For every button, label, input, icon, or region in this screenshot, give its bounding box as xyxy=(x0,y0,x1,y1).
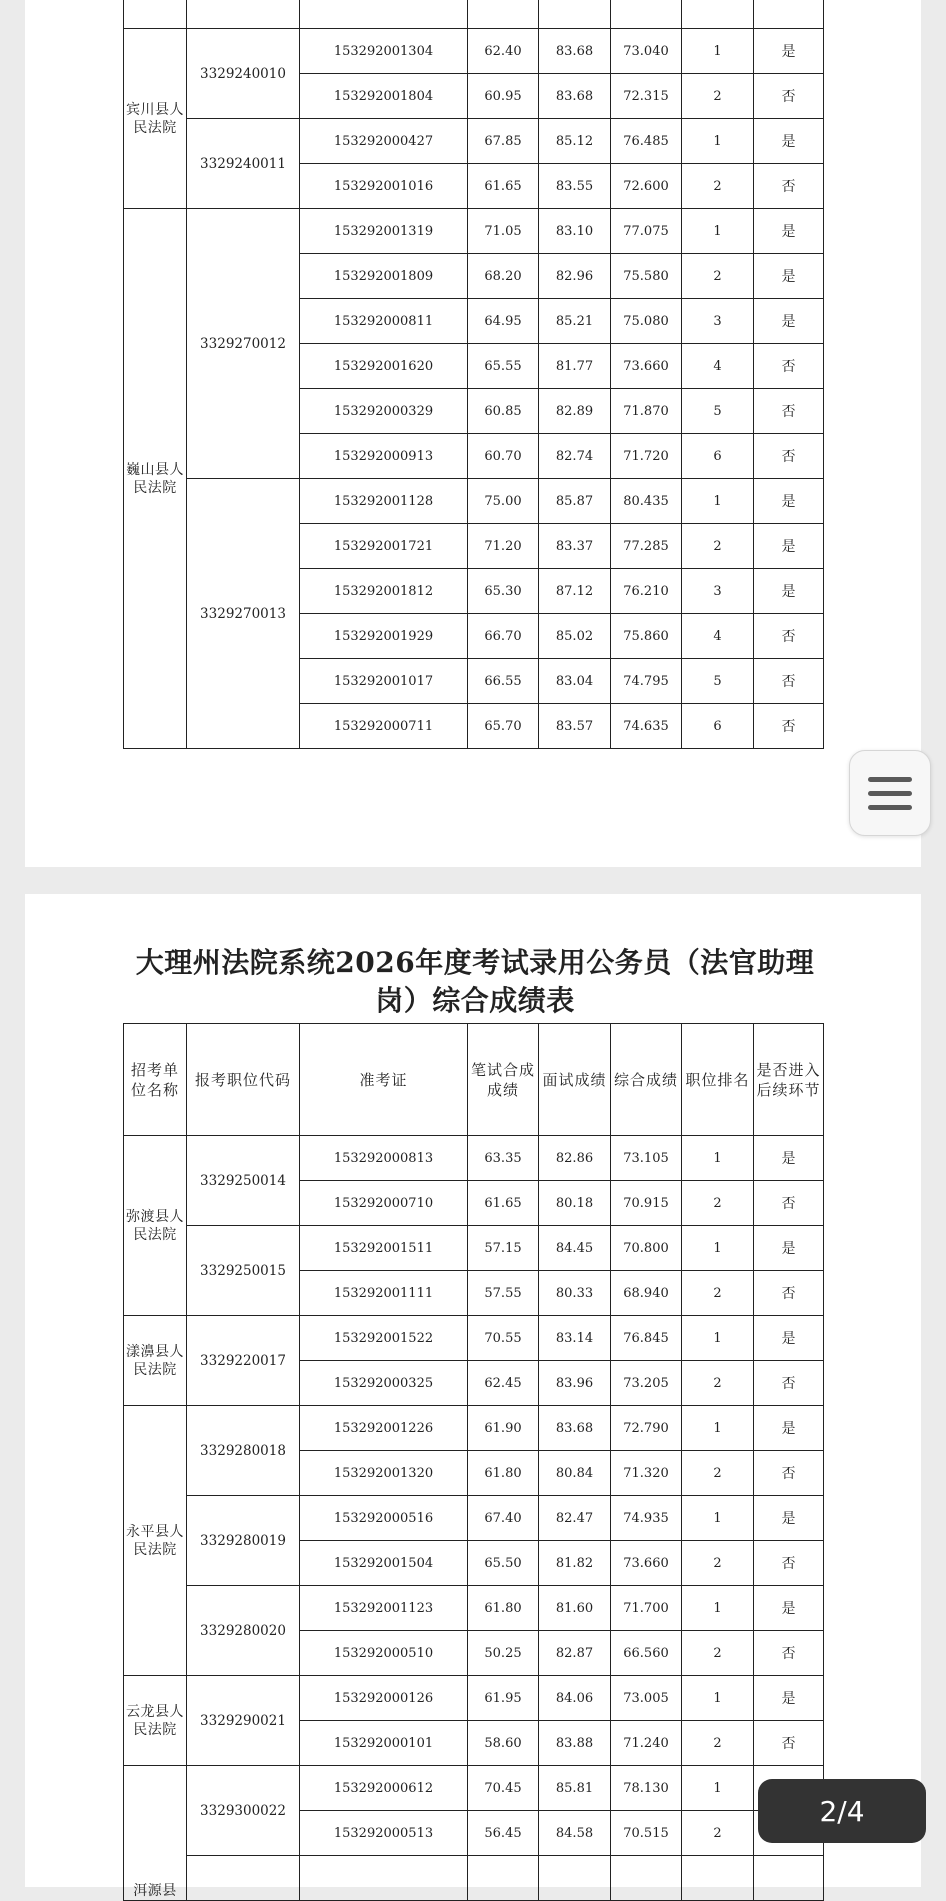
written-score: 70.45 xyxy=(468,1766,539,1811)
interview-score: 82.74 xyxy=(539,434,611,479)
ticket-number: 153292001522 xyxy=(300,1316,468,1361)
position-rank: 2 xyxy=(682,254,754,299)
interview-score: 83.14 xyxy=(539,1316,611,1361)
table-row xyxy=(124,1856,824,1901)
ticket-number xyxy=(300,0,468,29)
position-rank: 2 xyxy=(682,1181,754,1226)
position-rank: 2 xyxy=(682,1451,754,1496)
position-rank: 2 xyxy=(682,1541,754,1586)
ticket-number: 153292001226 xyxy=(300,1406,468,1451)
table-row xyxy=(124,1316,824,1361)
menu-bar xyxy=(868,805,912,810)
page-indicator: 2/4 xyxy=(758,1779,926,1843)
position-rank: 4 xyxy=(682,614,754,659)
ticket-number: 153292001511 xyxy=(300,1226,468,1271)
total-score: 75.860 xyxy=(611,614,682,659)
ticket-number: 153292000427 xyxy=(300,119,468,164)
position-code xyxy=(187,0,300,29)
table-header-row xyxy=(124,1024,824,1136)
ticket-number: 153292001016 xyxy=(300,164,468,209)
position-rank: 1 xyxy=(682,479,754,524)
ticket-number: 153292000513 xyxy=(300,1811,468,1856)
written-score: 60.85 xyxy=(468,389,539,434)
position-rank: 5 xyxy=(682,389,754,434)
table-row xyxy=(124,1226,824,1271)
written-score: 60.95 xyxy=(468,74,539,119)
next-stage: 是 xyxy=(754,479,824,524)
ticket-number: 153292001017 xyxy=(300,659,468,704)
written-score: 70.55 xyxy=(468,1316,539,1361)
next-stage: 否 xyxy=(754,74,824,119)
position-rank: 4 xyxy=(682,344,754,389)
interview-score: 83.96 xyxy=(539,1361,611,1406)
next-stage: 否 xyxy=(754,1181,824,1226)
position-rank: 1 xyxy=(682,1316,754,1361)
position-code: 3329220017 xyxy=(187,1316,300,1406)
position-code: 3329280018 xyxy=(187,1406,300,1496)
position-rank: 1 xyxy=(682,209,754,254)
position-rank: 2 xyxy=(682,164,754,209)
total-score: 80.435 xyxy=(611,479,682,524)
position-rank: 1 xyxy=(682,1766,754,1811)
written-score: 61.65 xyxy=(468,164,539,209)
table-row xyxy=(124,119,824,164)
next-stage: 是 xyxy=(754,1406,824,1451)
written-score: 61.95 xyxy=(468,1676,539,1721)
ticket-number: 153292001128 xyxy=(300,479,468,524)
written-score: 65.50 xyxy=(468,1541,539,1586)
written-score: 58.60 xyxy=(468,1721,539,1766)
table-row xyxy=(124,1136,824,1181)
empty-cell xyxy=(468,1856,539,1901)
next-stage: 否 xyxy=(754,434,824,479)
total-score: 72.600 xyxy=(611,164,682,209)
next-stage: 是 xyxy=(754,1136,824,1181)
next-stage: 是 xyxy=(754,254,824,299)
next-stage: 是 xyxy=(754,209,824,254)
table-row xyxy=(124,29,824,74)
ticket-number: 153292000329 xyxy=(300,389,468,434)
written-score: 71.20 xyxy=(468,524,539,569)
header-ticket: 准考证 xyxy=(300,1024,468,1136)
position-rank: 3 xyxy=(682,299,754,344)
ticket-number: 153292001123 xyxy=(300,1586,468,1631)
position-rank: 5 xyxy=(682,659,754,704)
written-score: 67.85 xyxy=(468,119,539,164)
document-page-1 xyxy=(25,0,921,867)
position-rank: 1 xyxy=(682,1226,754,1271)
total-score: 66.560 xyxy=(611,1631,682,1676)
next-stage: 是 xyxy=(754,524,824,569)
total-score: 71.720 xyxy=(611,434,682,479)
position-rank: 1 xyxy=(682,1676,754,1721)
ticket-number: 153292000811 xyxy=(300,299,468,344)
interview-score xyxy=(539,0,611,29)
unit-name xyxy=(124,0,187,29)
total-score: 75.080 xyxy=(611,299,682,344)
written-score: 62.45 xyxy=(468,1361,539,1406)
interview-score: 82.89 xyxy=(539,389,611,434)
next-stage: 否 xyxy=(754,389,824,434)
interview-score: 85.12 xyxy=(539,119,611,164)
document-page-2 xyxy=(25,894,921,1899)
written-score: 63.35 xyxy=(468,1136,539,1181)
total-score: 76.485 xyxy=(611,119,682,164)
interview-score: 83.68 xyxy=(539,1406,611,1451)
written-score: 61.80 xyxy=(468,1451,539,1496)
written-score xyxy=(468,0,539,29)
unit-name: 弥渡县人民法院 xyxy=(124,1136,187,1316)
written-score: 61.90 xyxy=(468,1406,539,1451)
total-score: 73.660 xyxy=(611,1541,682,1586)
header-total: 综合成绩 xyxy=(611,1024,682,1136)
interview-score: 83.37 xyxy=(539,524,611,569)
next-stage: 是 xyxy=(754,29,824,74)
empty-cell xyxy=(187,1856,300,1901)
next-stage: 否 xyxy=(754,659,824,704)
total-score: 73.660 xyxy=(611,344,682,389)
table-row xyxy=(124,1586,824,1631)
total-score: 73.105 xyxy=(611,1136,682,1181)
ticket-number: 153292001804 xyxy=(300,74,468,119)
empty-cell xyxy=(300,1856,468,1901)
next-stage: 否 xyxy=(754,1541,824,1586)
total-score: 70.915 xyxy=(611,1181,682,1226)
position-rank xyxy=(682,0,754,29)
written-score: 62.40 xyxy=(468,29,539,74)
next-stage: 是 xyxy=(754,1586,824,1631)
interview-score: 83.88 xyxy=(539,1721,611,1766)
next-stage: 是 xyxy=(754,1316,824,1361)
interview-score: 83.68 xyxy=(539,74,611,119)
empty-cell xyxy=(611,1856,682,1901)
position-code: 3329250014 xyxy=(187,1136,300,1226)
total-score: 76.845 xyxy=(611,1316,682,1361)
total-score: 73.040 xyxy=(611,29,682,74)
position-rank: 2 xyxy=(682,524,754,569)
ticket-number: 153292001304 xyxy=(300,29,468,74)
interview-score: 80.18 xyxy=(539,1181,611,1226)
total-score: 70.800 xyxy=(611,1226,682,1271)
unit-name: 云龙县人民法院 xyxy=(124,1676,187,1766)
next-stage: 否 xyxy=(754,1451,824,1496)
table-row xyxy=(124,1406,824,1451)
position-rank: 2 xyxy=(682,1361,754,1406)
position-rank: 6 xyxy=(682,704,754,749)
table-row xyxy=(124,0,824,29)
ticket-number: 153292001809 xyxy=(300,254,468,299)
header-interview: 面试成绩 xyxy=(539,1024,611,1136)
ticket-number: 153292000913 xyxy=(300,434,468,479)
next-stage: 是 xyxy=(754,1496,824,1541)
total-score: 74.935 xyxy=(611,1496,682,1541)
next-stage: 否 xyxy=(754,1721,824,1766)
position-rank: 2 xyxy=(682,1631,754,1676)
interview-score: 81.77 xyxy=(539,344,611,389)
interview-score: 85.02 xyxy=(539,614,611,659)
position-code: 3329290021 xyxy=(187,1676,300,1766)
total-score: 77.075 xyxy=(611,209,682,254)
written-score: 50.25 xyxy=(468,1631,539,1676)
interview-score: 82.96 xyxy=(539,254,611,299)
interview-score: 80.33 xyxy=(539,1271,611,1316)
next-stage: 否 xyxy=(754,344,824,389)
interview-score: 80.84 xyxy=(539,1451,611,1496)
score-table-continued xyxy=(123,0,824,749)
ticket-number: 153292001320 xyxy=(300,1451,468,1496)
interview-score: 81.82 xyxy=(539,1541,611,1586)
position-code: 3329280020 xyxy=(187,1586,300,1676)
total-score: 73.005 xyxy=(611,1676,682,1721)
table-row xyxy=(124,209,824,254)
position-rank: 6 xyxy=(682,434,754,479)
ticket-number: 153292000126 xyxy=(300,1676,468,1721)
ticket-number: 153292000510 xyxy=(300,1631,468,1676)
written-score: 66.70 xyxy=(468,614,539,659)
position-code: 3329280019 xyxy=(187,1496,300,1586)
header-written: 笔试合成成绩 xyxy=(468,1024,539,1136)
next-stage: 是 xyxy=(754,299,824,344)
total-score: 75.580 xyxy=(611,254,682,299)
empty-cell xyxy=(754,1856,824,1901)
position-rank: 1 xyxy=(682,29,754,74)
position-code: 3329250015 xyxy=(187,1226,300,1316)
unit-name: 宾川县人民法院 xyxy=(124,29,187,209)
interview-score: 82.86 xyxy=(539,1136,611,1181)
interview-score: 87.12 xyxy=(539,569,611,614)
written-score: 65.30 xyxy=(468,569,539,614)
position-rank: 1 xyxy=(682,1586,754,1631)
table-row xyxy=(124,1496,824,1541)
total-score xyxy=(611,0,682,29)
interview-score: 84.45 xyxy=(539,1226,611,1271)
next-stage: 否 xyxy=(754,704,824,749)
next-stage: 否 xyxy=(754,1361,824,1406)
interview-score: 83.55 xyxy=(539,164,611,209)
total-score: 71.240 xyxy=(611,1721,682,1766)
total-score: 72.315 xyxy=(611,74,682,119)
position-rank: 2 xyxy=(682,1811,754,1856)
ticket-number: 153292001111 xyxy=(300,1271,468,1316)
position-rank: 2 xyxy=(682,1271,754,1316)
table-row xyxy=(124,1676,824,1721)
interview-score: 82.87 xyxy=(539,1631,611,1676)
written-score: 61.80 xyxy=(468,1586,539,1631)
position-rank: 1 xyxy=(682,1496,754,1541)
position-rank: 1 xyxy=(682,119,754,164)
written-score: 64.95 xyxy=(468,299,539,344)
total-score: 71.320 xyxy=(611,1451,682,1496)
total-score: 71.700 xyxy=(611,1586,682,1631)
total-score: 77.285 xyxy=(611,524,682,569)
position-rank: 3 xyxy=(682,569,754,614)
written-score: 56.45 xyxy=(468,1811,539,1856)
score-table xyxy=(123,1023,824,1901)
ticket-number: 153292001929 xyxy=(300,614,468,659)
written-score: 57.55 xyxy=(468,1271,539,1316)
ticket-number: 153292000325 xyxy=(300,1361,468,1406)
interview-score: 81.60 xyxy=(539,1586,611,1631)
total-score: 71.870 xyxy=(611,389,682,434)
empty-cell xyxy=(539,1856,611,1901)
position-rank: 1 xyxy=(682,1136,754,1181)
next-stage: 是 xyxy=(754,569,824,614)
written-score: 68.20 xyxy=(468,254,539,299)
ticket-number: 153292001319 xyxy=(300,209,468,254)
interview-score: 83.10 xyxy=(539,209,611,254)
written-score: 61.65 xyxy=(468,1181,539,1226)
written-score: 65.55 xyxy=(468,344,539,389)
position-code: 3329270013 xyxy=(187,479,300,749)
total-score: 78.130 xyxy=(611,1766,682,1811)
total-score: 74.795 xyxy=(611,659,682,704)
position-rank: 2 xyxy=(682,74,754,119)
interview-score: 83.04 xyxy=(539,659,611,704)
interview-score: 85.87 xyxy=(539,479,611,524)
total-score: 74.635 xyxy=(611,704,682,749)
position-code: 3329270012 xyxy=(187,209,300,479)
table-row xyxy=(124,479,824,524)
interview-score: 83.57 xyxy=(539,704,611,749)
total-score: 70.515 xyxy=(611,1811,682,1856)
written-score: 66.55 xyxy=(468,659,539,704)
unit-name: 漾濞县人民法院 xyxy=(124,1316,187,1406)
ticket-number: 153292001620 xyxy=(300,344,468,389)
ticket-number: 153292000612 xyxy=(300,1766,468,1811)
next-stage: 否 xyxy=(754,614,824,659)
unit-name: 洱源县 xyxy=(124,1766,187,1901)
interview-score: 83.68 xyxy=(539,29,611,74)
ticket-number: 153292000516 xyxy=(300,1496,468,1541)
menu-bar xyxy=(868,777,912,782)
interview-score: 82.47 xyxy=(539,1496,611,1541)
total-score: 73.205 xyxy=(611,1361,682,1406)
unit-name: 永平县人民法院 xyxy=(124,1406,187,1676)
written-score: 75.00 xyxy=(468,479,539,524)
next-stage: 是 xyxy=(754,1226,824,1271)
header-code: 报考职位代码 xyxy=(187,1024,300,1136)
interview-score: 84.06 xyxy=(539,1676,611,1721)
header-next: 是否进入后续环节 xyxy=(754,1024,824,1136)
total-score: 72.790 xyxy=(611,1406,682,1451)
position-code: 3329240010 xyxy=(187,29,300,119)
total-score: 68.940 xyxy=(611,1271,682,1316)
position-code: 3329300022 xyxy=(187,1766,300,1856)
next-stage: 否 xyxy=(754,164,824,209)
written-score: 67.40 xyxy=(468,1496,539,1541)
written-score: 60.70 xyxy=(468,434,539,479)
interview-score: 85.21 xyxy=(539,299,611,344)
header-rank: 职位排名 xyxy=(682,1024,754,1136)
ticket-number: 153292000101 xyxy=(300,1721,468,1766)
ticket-number: 153292001721 xyxy=(300,524,468,569)
ticket-number: 153292000710 xyxy=(300,1181,468,1226)
document-title: 大理州法院系统2026年度考试录用公务员（法官助理岗）综合成绩表 xyxy=(135,946,815,1017)
hamburger-menu-icon[interactable] xyxy=(849,750,931,836)
interview-score: 84.58 xyxy=(539,1811,611,1856)
total-score: 76.210 xyxy=(611,569,682,614)
empty-cell xyxy=(682,1856,754,1901)
next-stage: 是 xyxy=(754,1676,824,1721)
header-unit: 招考单位名称 xyxy=(124,1024,187,1136)
written-score: 65.70 xyxy=(468,704,539,749)
ticket-number: 153292000711 xyxy=(300,704,468,749)
interview-score: 85.81 xyxy=(539,1766,611,1811)
ticket-number: 153292000813 xyxy=(300,1136,468,1181)
written-score: 57.15 xyxy=(468,1226,539,1271)
menu-bar xyxy=(868,791,912,796)
next-stage xyxy=(754,0,824,29)
ticket-number: 153292001504 xyxy=(300,1541,468,1586)
table-row xyxy=(124,1766,824,1811)
next-stage: 是 xyxy=(754,119,824,164)
position-rank: 1 xyxy=(682,1406,754,1451)
unit-name: 巍山县人民法院 xyxy=(124,209,187,749)
written-score: 71.05 xyxy=(468,209,539,254)
next-stage: 否 xyxy=(754,1271,824,1316)
next-stage: 否 xyxy=(754,1631,824,1676)
ticket-number: 153292001812 xyxy=(300,569,468,614)
position-rank: 2 xyxy=(682,1721,754,1766)
position-code: 3329240011 xyxy=(187,119,300,209)
